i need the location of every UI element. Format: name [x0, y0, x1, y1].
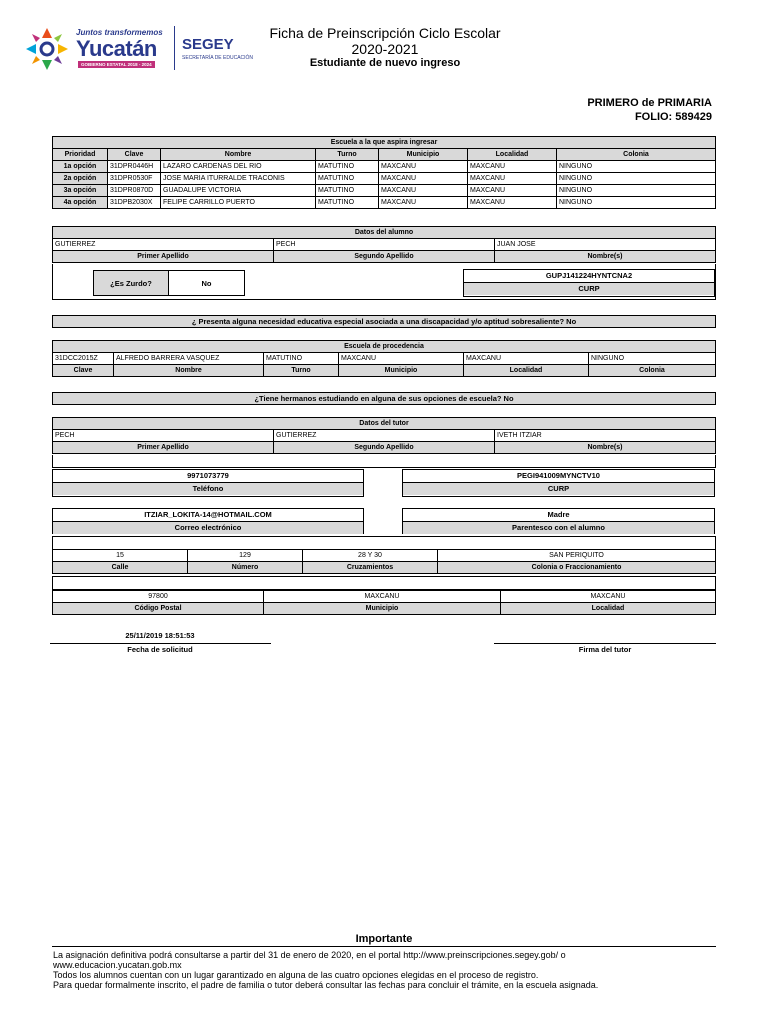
grade-level: PRIMERO de PRIMARIA	[587, 97, 712, 109]
yucatan-emblem-icon	[22, 24, 72, 74]
table-cell: 31DPR0446H	[108, 161, 161, 173]
column-header: Prioridad	[53, 149, 108, 161]
brand-name: Yucatán	[76, 36, 157, 61]
tutor-names: IVETH ITZIAR	[495, 430, 716, 442]
column-header: Turno	[316, 149, 379, 161]
table-cell: 31DPR0870D	[108, 185, 161, 197]
table-cell: NINGUNO	[557, 173, 716, 185]
important-divider	[52, 946, 716, 947]
label-colony: Colonia	[589, 365, 716, 377]
label-request-date: Fecha de solicitud	[127, 645, 193, 654]
table-cell: FELIPE CARRILLO PUERTO	[161, 197, 316, 209]
label-number: Número	[188, 562, 303, 574]
tutor-number: 129	[188, 550, 303, 562]
tutor-data-title: Datos del tutor	[53, 418, 716, 430]
student-curp-box	[463, 269, 715, 297]
brand-government: GOBIERNO ESTATAL 2018 - 2024	[78, 61, 155, 68]
segey-logo: SEGEY	[182, 36, 234, 53]
student-data-title: Datos del alumno	[53, 227, 716, 239]
tutor-street: 15	[53, 550, 188, 562]
student-second-surname: PECH	[274, 239, 495, 251]
table-cell: NINGUNO	[557, 161, 716, 173]
label-email: Correo electrónico	[53, 522, 363, 534]
origin-school-municipality: MAXCANU	[339, 353, 464, 365]
important-line: La asignación definitiva podrá consultarse a partir del 31 de enero de 2020, en el portal http://www.preinscripciones.segey.gob/ o	[53, 950, 566, 960]
tutor-zip: 97800	[53, 591, 264, 603]
table-cell: NINGUNO	[557, 185, 716, 197]
tutor-relationship: Madre	[403, 509, 714, 522]
form-title: Ficha de Preinscripción Ciclo Escolar	[269, 25, 501, 41]
spacer-row	[52, 536, 716, 550]
label-names: Nombre(s)	[495, 442, 716, 454]
label-zip: Código Postal	[53, 603, 264, 615]
column-header: Localidad	[468, 149, 557, 161]
important-line: www.educacion.yucatan.gob.mx	[53, 960, 182, 970]
table-cell: MATUTINO	[316, 173, 379, 185]
label-second-surname: Segundo Apellido	[274, 442, 495, 454]
important-notes	[53, 950, 723, 990]
tutor-address-table	[52, 549, 716, 574]
label-crossings: Cruzamientos	[303, 562, 438, 574]
table-cell: MATUTINO	[316, 161, 379, 173]
tutor-curp: PEGI941009MYNCTV10	[403, 470, 714, 483]
table-row	[53, 197, 716, 209]
label-phone: Teléfono	[53, 483, 363, 495]
label-first-surname: Primer Apellido	[53, 442, 274, 454]
column-header: Colonia	[557, 149, 716, 161]
label-locality: Localidad	[464, 365, 589, 377]
origin-school-title: Escuela de procedencia	[53, 341, 716, 353]
table-cell: MAXCANU	[468, 197, 557, 209]
form-subtitle: Estudiante de nuevo ingreso	[309, 57, 461, 69]
label-first-surname: Primer Apellido	[53, 251, 274, 263]
column-header: Nombre	[161, 149, 316, 161]
tutor-locality: MAXCANU	[501, 591, 716, 603]
logo-divider	[174, 26, 175, 70]
spacer-row	[52, 455, 716, 468]
label-shift: Turno	[264, 365, 339, 377]
table-cell: MAXCANU	[379, 185, 468, 197]
school-options-title: Escuela a la que aspira ingresar	[53, 137, 716, 149]
student-data-table	[52, 226, 716, 263]
header-logo	[22, 24, 262, 74]
tutor-second-surname: GUTIERREZ	[274, 430, 495, 442]
request-date: 25/11/2019 18:51:53	[125, 631, 195, 640]
priority-cell: 1a opción	[53, 161, 108, 173]
table-cell: MATUTINO	[316, 185, 379, 197]
label-street: Calle	[53, 562, 188, 574]
folio-number: FOLIO: 589429	[634, 111, 712, 123]
table-cell: MAXCANU	[379, 161, 468, 173]
brand-tagline: Juntos transformemos	[76, 28, 163, 37]
label-name: Nombre	[114, 365, 264, 377]
important-line: Para quedar formalmente inscrito, el padre de familia o tutor deberá consultar las fechas para concluir el trámite, en la escuela asignada.	[53, 980, 599, 990]
spacer-row	[52, 576, 716, 590]
label-municipality: Municipio	[264, 603, 501, 615]
table-row	[53, 161, 716, 173]
table-cell: 31DPB2030X	[108, 197, 161, 209]
table-row	[53, 185, 716, 197]
table-cell: MAXCANU	[379, 197, 468, 209]
tutor-curp-box	[402, 469, 715, 497]
tutor-email: ITZIAR_LOKITA-14@HOTMAIL.COM	[53, 509, 363, 522]
tutor-location-table	[52, 590, 716, 615]
label-locality: Localidad	[501, 603, 716, 615]
label-curp: CURP	[403, 483, 714, 495]
important-line: Todos los alumnos cuentan con un lugar garantizado en alguna de las cuatro opciones elegidas en el proceso de registro.	[53, 970, 539, 980]
label-key: Clave	[53, 365, 114, 377]
origin-school-shift: MATUTINO	[264, 353, 339, 365]
priority-cell: 2a opción	[53, 173, 108, 185]
label-second-surname: Segundo Apellido	[274, 251, 495, 263]
origin-school-locality: MAXCANU	[464, 353, 589, 365]
label-relationship: Parentesco con el alumno	[403, 522, 714, 534]
tutor-phone-box	[52, 469, 364, 497]
origin-school-key: 31DCC2015Z	[53, 353, 114, 365]
tutor-email-box	[52, 508, 364, 534]
tutor-colony: SAN PERIQUITO	[438, 550, 716, 562]
column-header: Municipio	[379, 149, 468, 161]
table-cell: MAXCANU	[379, 173, 468, 185]
label-curp: CURP	[464, 283, 714, 295]
tutor-first-surname: PECH	[53, 430, 274, 442]
table-cell: MAXCANU	[468, 161, 557, 173]
segey-subtitle: SECRETARÍA DE EDUCACIÓN	[182, 55, 254, 61]
tutor-municipality: MAXCANU	[264, 591, 501, 603]
left-handed-question: ¿Es Zurdo?	[94, 271, 169, 296]
label-colony: Colonia o Fraccionamiento	[438, 562, 716, 574]
label-municipality: Municipio	[339, 365, 464, 377]
table-row	[53, 173, 716, 185]
date-line	[50, 643, 271, 644]
tutor-crossings: 28 Y 30	[303, 550, 438, 562]
origin-school-table	[52, 340, 716, 377]
tutor-relationship-box	[402, 508, 715, 534]
student-curp: GUPJ141224HYNTCNA2	[464, 270, 714, 283]
table-cell: MATUTINO	[316, 197, 379, 209]
origin-school-colony: NINGUNO	[589, 353, 716, 365]
table-cell: MAXCANU	[468, 173, 557, 185]
priority-cell: 4a opción	[53, 197, 108, 209]
tutor-data-table	[52, 417, 716, 454]
tutor-phone: 9971073779	[53, 470, 363, 483]
siblings-question: ¿Tiene hermanos estudiando en alguna de sus opciones de escuela? No	[52, 392, 716, 405]
table-cell: JOSE MARIA ITURRALDE TRACONIS	[161, 173, 316, 185]
table-cell: LAZARO CARDENAS DEL RIO	[161, 161, 316, 173]
school-cycle: 2020-2021	[351, 41, 419, 57]
left-handed-box	[93, 270, 245, 296]
student-first-surname: GUTIERREZ	[53, 239, 274, 251]
signature-line	[494, 643, 716, 644]
student-names: JUAN JOSE	[495, 239, 716, 251]
table-cell: GUADALUPE VICTORIA	[161, 185, 316, 197]
label-tutor-signature: Firma del tutor	[578, 645, 632, 654]
school-options-table	[52, 136, 716, 209]
table-cell: MAXCANU	[468, 185, 557, 197]
column-header: Clave	[108, 149, 161, 161]
important-title: Importante	[355, 933, 413, 945]
left-handed-answer: No	[169, 271, 245, 296]
table-cell: NINGUNO	[557, 197, 716, 209]
label-names: Nombre(s)	[495, 251, 716, 263]
table-cell: 31DPR0530F	[108, 173, 161, 185]
origin-school-name: ALFREDO BARRERA VASQUEZ	[114, 353, 264, 365]
priority-cell: 3a opción	[53, 185, 108, 197]
special-needs-question: ¿ Presenta alguna necesidad educativa especial asociada a una discapacidad y/o aptitud sobresaliente? No	[52, 315, 716, 328]
